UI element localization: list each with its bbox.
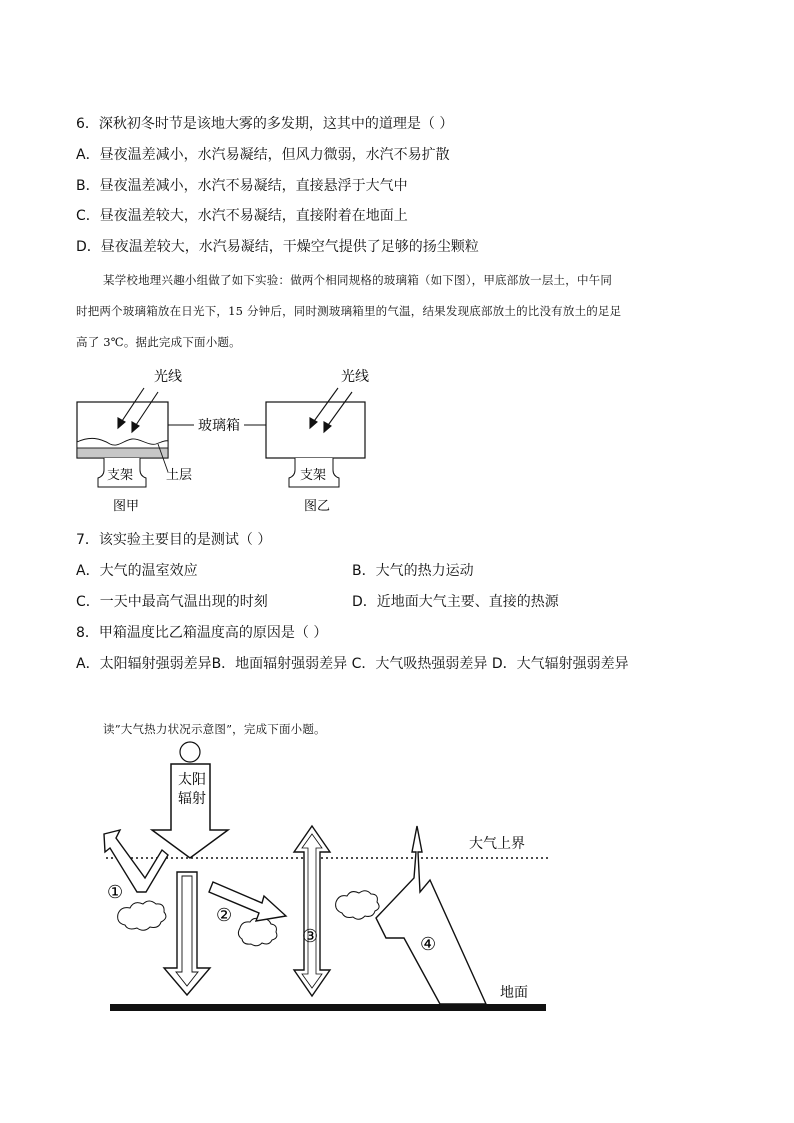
label-n2: ② xyxy=(216,905,233,926)
intro2: 读”大气热力状况示意图”，完成下面小题。 xyxy=(103,722,326,736)
label-light-left: 光线 xyxy=(154,369,182,385)
label-stand-left: 支架 xyxy=(107,468,134,483)
caption-jia: 图甲 xyxy=(113,499,140,514)
q6-option-b: B．昼夜温差减小，水汽不易凝结，直接悬浮于大气中 xyxy=(76,178,408,194)
q6-option-c: C．昼夜温差较大，水汽不易凝结，直接附着在地面上 xyxy=(76,208,408,224)
label-light-right: 光线 xyxy=(341,369,369,385)
q7-option-b: B．大气的热力运动 xyxy=(352,563,474,579)
label-glass-box: 玻璃箱 xyxy=(198,418,240,434)
intro1-line2: 时把两个玻璃箱放在日光下，15 分钟后，同时测玻璃箱里的气温，结果发现底部放土的比没有放土的足足 xyxy=(76,304,622,318)
sun-icon xyxy=(180,742,200,762)
q7-option-a: A．大气的温室效应 xyxy=(76,563,198,579)
q6-option-a: A．昼夜温差减小，水汽易凝结，但风力微弱，水汽不易扩散 xyxy=(76,147,450,163)
label-n1: ① xyxy=(107,882,124,903)
q6-stem: 6．深秋初冬时节是该地大雾的多发期，这其中的道理是（ ） xyxy=(76,116,454,132)
cloud-1 xyxy=(118,901,166,930)
label-n4: ④ xyxy=(420,934,437,955)
label-stand-right: 支架 xyxy=(300,468,327,483)
q8-stem: 8．甲箱温度比乙箱温度高的原因是（ ） xyxy=(76,625,328,641)
caption-yi: 图乙 xyxy=(304,499,331,514)
label-atmosphere-top: 大气上界 xyxy=(469,836,525,852)
label-radiation: 辐射 xyxy=(178,791,206,807)
arrow-down-ground xyxy=(164,872,210,995)
intro1-line1: 某学校地理兴趣小组做了如下实验：做两个相同规格的玻璃箱（如下图），甲底部放一层土，中午同 xyxy=(103,273,613,287)
arrow-4-ground-radiation xyxy=(376,826,486,1004)
q7-stem: 7．该实验主要目的是测试（ ） xyxy=(76,532,272,548)
cloud-2 xyxy=(238,918,277,945)
q6-option-d: D．昼夜温差较大，水汽易凝结，干燥空气提供了足够的扬尘颗粒 xyxy=(76,239,479,255)
cloud-3 xyxy=(336,891,379,920)
q7-option-c: C．一天中最高气温出现的时刻 xyxy=(76,594,268,610)
q7-option-d: D．近地面大气主要、直接的热源 xyxy=(352,594,559,610)
ground-bar xyxy=(110,1004,546,1011)
intro1-line3: 高了 3℃。据此完成下面小题。 xyxy=(76,335,241,349)
label-n3: ③ xyxy=(302,926,319,947)
q8-options: A．太阳辐射强弱差异B．地面辐射强弱差异 C．大气吸热强弱差异 D．大气辐射强弱差异 xyxy=(76,656,629,672)
label-sun: 太阳 xyxy=(178,772,206,788)
label-ground: 地面 xyxy=(500,985,528,1001)
label-soil: 土层 xyxy=(166,468,193,483)
arrow-3-double xyxy=(294,826,330,996)
